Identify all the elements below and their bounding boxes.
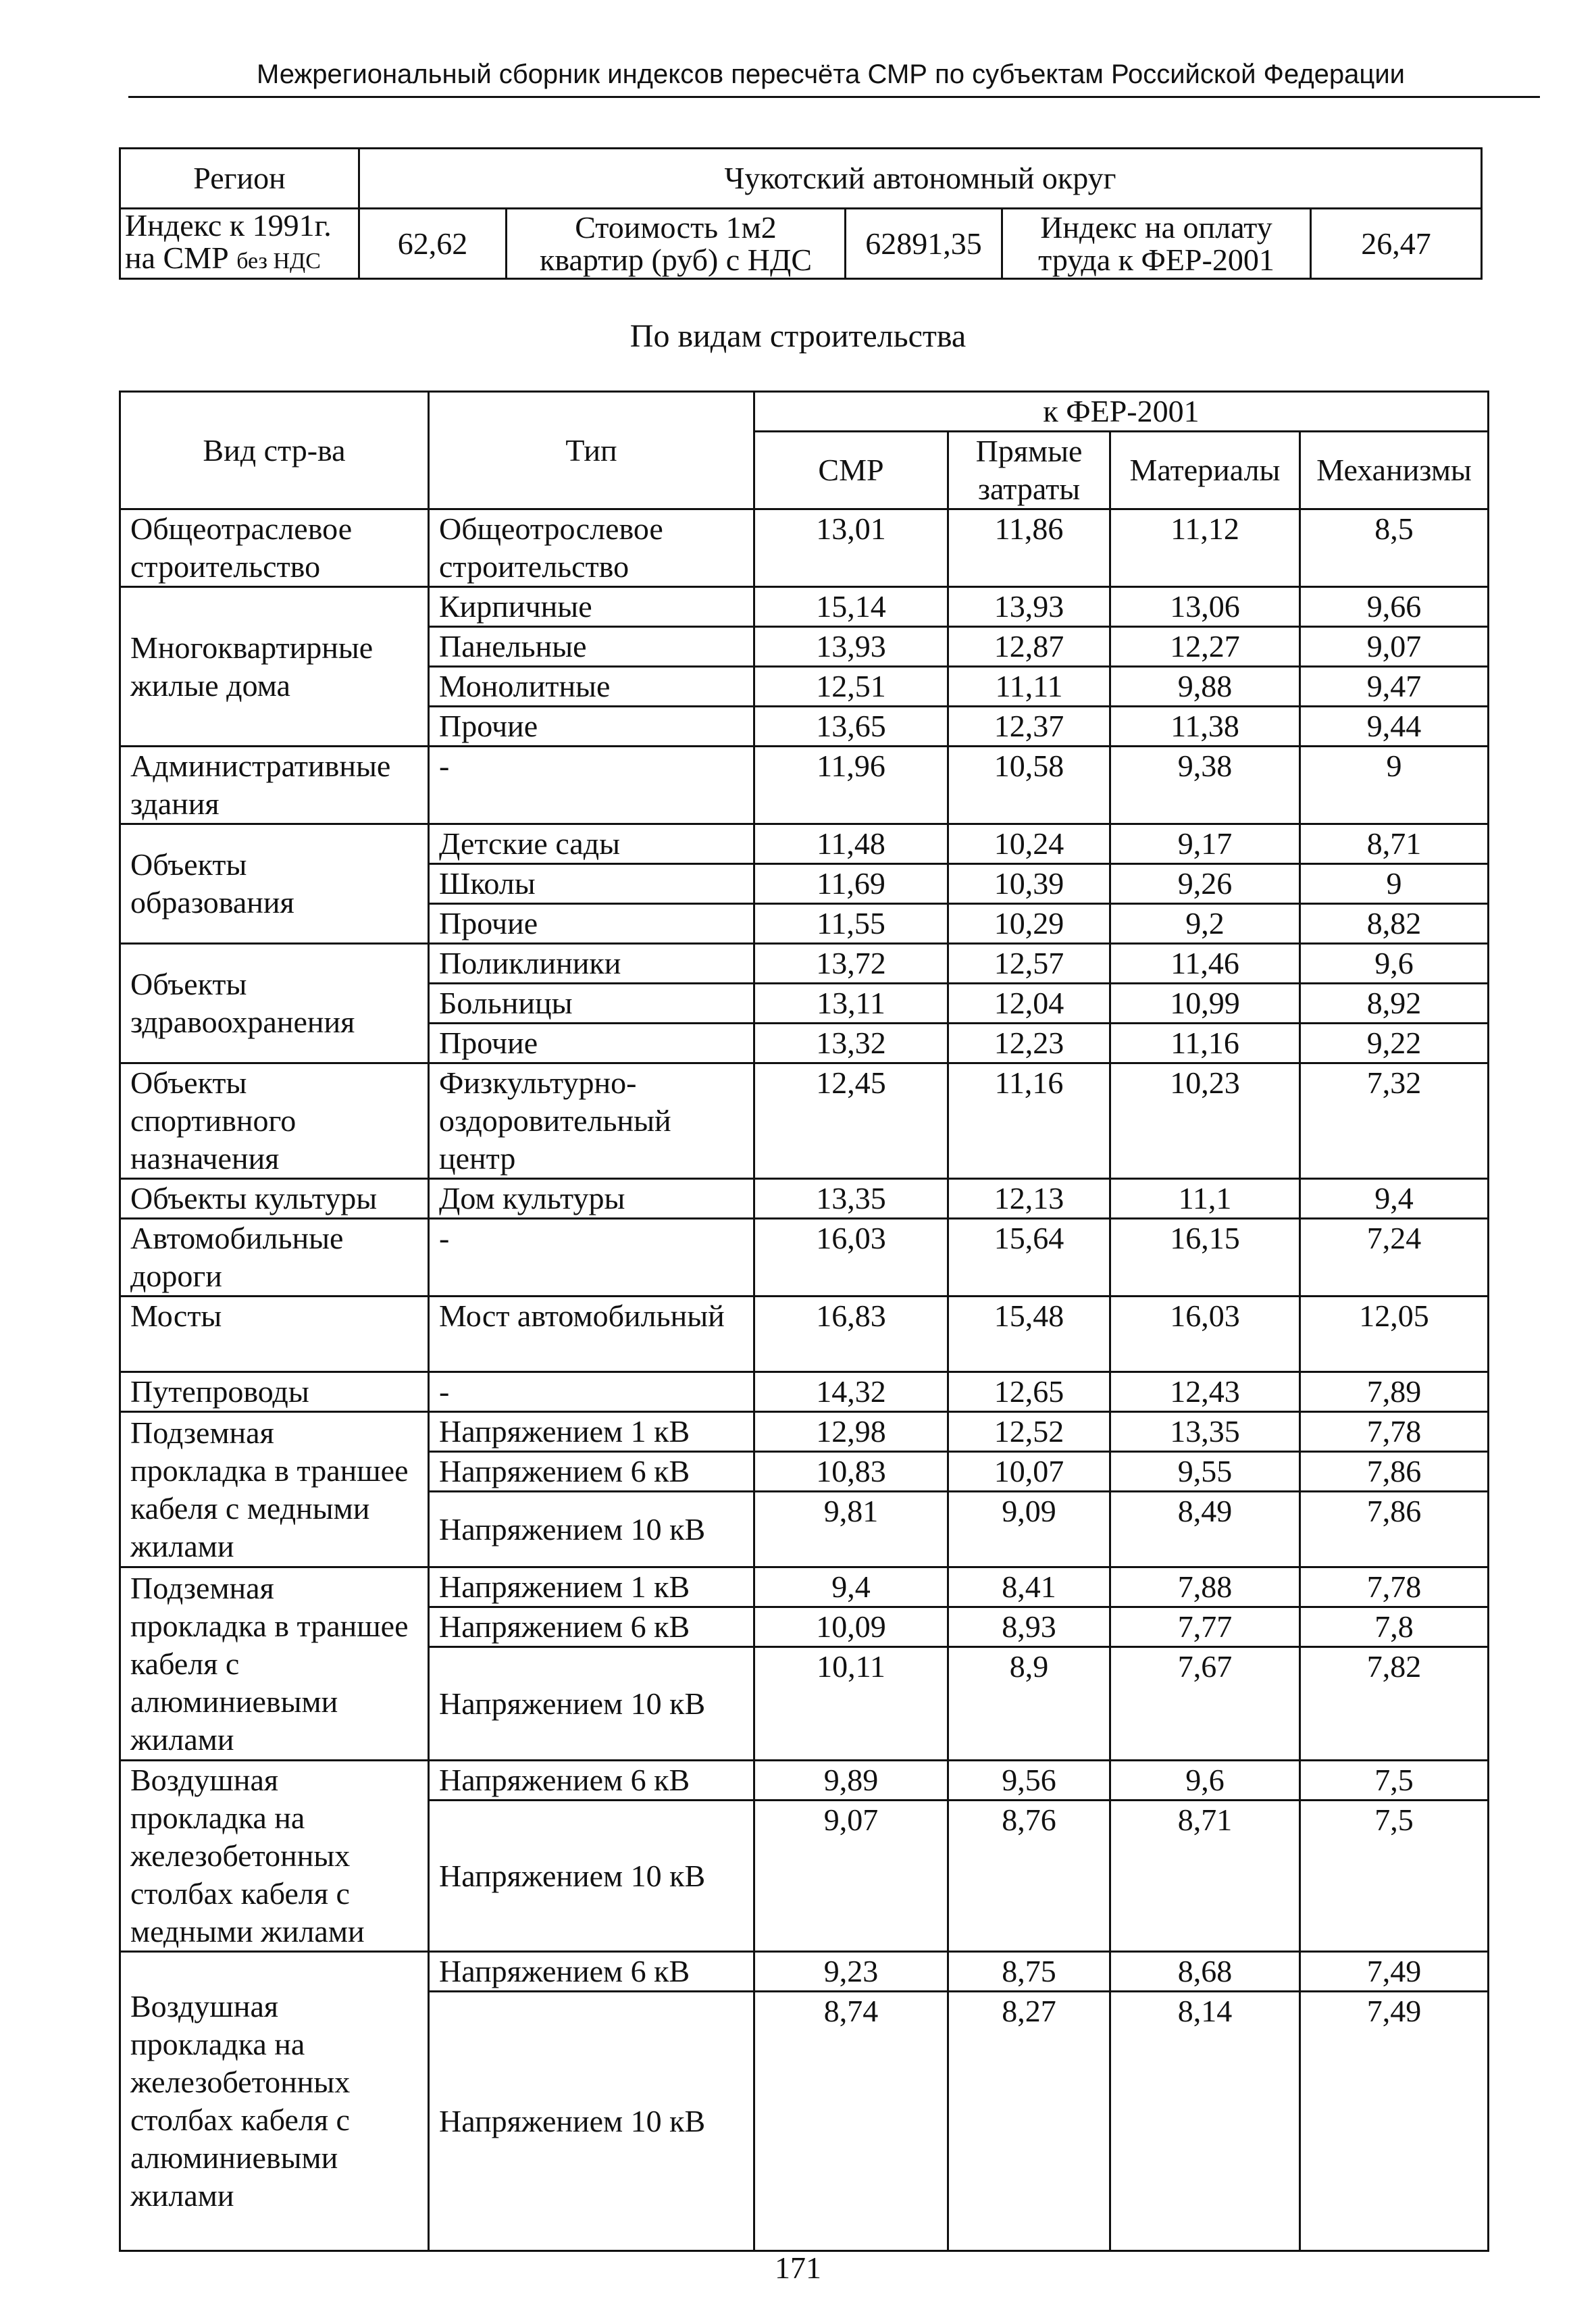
- materials-value: 11,12: [1110, 509, 1300, 587]
- type-cell: Напряжением 1 кВ: [429, 1412, 754, 1452]
- machines-value: 8,71: [1300, 824, 1489, 864]
- table-body: [120, 509, 1489, 2251]
- type-cell: Общеотрослевое строительство: [429, 509, 754, 587]
- materials-value: 11,38: [1110, 707, 1300, 747]
- smr-value: 13,35: [754, 1179, 948, 1219]
- type-cell: Школы: [429, 864, 754, 904]
- direct-value: 11,16: [948, 1063, 1110, 1179]
- machines-value: 7,5: [1300, 1761, 1489, 1801]
- table-row: [120, 1297, 1489, 1372]
- page-header: Межрегиональный сборник индексов пересчёта СМР по субъектам Российской Федерации: [256, 59, 1406, 89]
- direct-value: 12,52: [948, 1412, 1110, 1452]
- direct-value: 10,29: [948, 904, 1110, 944]
- wage-label: [1002, 209, 1311, 279]
- table-row: [120, 587, 1489, 627]
- type-cell: Прочие: [429, 1024, 754, 1063]
- machines-value: 7,78: [1300, 1412, 1489, 1452]
- type-cell: Напряжением 1 кВ: [429, 1567, 754, 1607]
- machines-value: 7,78: [1300, 1567, 1489, 1607]
- header-rule: [128, 96, 1540, 98]
- type-cell: Кирпичные: [429, 587, 754, 627]
- kind-cell: Объекты здравоохранения: [120, 944, 429, 1063]
- index1991-label-smr: на СМР: [125, 241, 229, 275]
- table-row: [120, 1219, 1489, 1297]
- kind-cell: Объекты спортивного назначения: [120, 1063, 429, 1179]
- col-group-header: к ФЕР-2001: [754, 392, 1489, 432]
- direct-value: 12,65: [948, 1372, 1110, 1412]
- smr-value: 12,51: [754, 667, 948, 707]
- materials-value: 7,67: [1110, 1647, 1300, 1761]
- subtitle: По видам строительства: [629, 318, 967, 354]
- table-row: [120, 1567, 1489, 1607]
- direct-value: 11,11: [948, 667, 1110, 707]
- materials-value: 8,71: [1110, 1801, 1300, 1952]
- smr-value: 9,89: [754, 1761, 948, 1801]
- table-row: [120, 747, 1489, 824]
- machines-value: 9,44: [1300, 707, 1489, 747]
- direct-value: 12,23: [948, 1024, 1110, 1063]
- type-cell: -: [429, 1372, 754, 1412]
- direct-value: 8,41: [948, 1567, 1110, 1607]
- type-cell: Прочие: [429, 707, 754, 747]
- type-cell: Напряжением 10 кВ: [429, 1801, 754, 1952]
- smr-value: 10,83: [754, 1452, 948, 1492]
- direct-value: 11,86: [948, 509, 1110, 587]
- table-row: [120, 1372, 1489, 1412]
- materials-value: 8,14: [1110, 1992, 1300, 2251]
- type-cell: Напряжением 6 кВ: [429, 1607, 754, 1647]
- machines-value: 7,86: [1300, 1452, 1489, 1492]
- construction-index-table: [119, 391, 1489, 2252]
- smr-value: 10,09: [754, 1607, 948, 1647]
- type-cell: Мост автомобильный: [429, 1297, 754, 1372]
- cost-label-line2: квартир (руб) с НДС: [539, 242, 813, 277]
- machines-value: 7,5: [1300, 1801, 1489, 1952]
- smr-value: 12,98: [754, 1412, 948, 1452]
- direct-value: 15,48: [948, 1297, 1110, 1372]
- machines-value: 9,07: [1300, 627, 1489, 667]
- region-table: [119, 147, 1483, 280]
- materials-value: 10,23: [1110, 1063, 1300, 1179]
- page-number: 171: [775, 2250, 821, 2285]
- table-row: [120, 509, 1489, 587]
- machines-value: 7,24: [1300, 1219, 1489, 1297]
- type-cell: Физкультурно-оздоровительный центр: [429, 1063, 754, 1179]
- kind-cell: Подземная прокладка в траншее кабеля с алюминиевыми жилами: [120, 1567, 429, 1761]
- index1991-label-nds: без НДС: [236, 249, 321, 274]
- materials-value: 7,88: [1110, 1567, 1300, 1607]
- kind-cell: Объекты образования: [120, 824, 429, 944]
- col-materials-header: Материалы: [1110, 432, 1300, 509]
- kind-cell: Общеотраслевое строительство: [120, 509, 429, 587]
- direct-value: 12,87: [948, 627, 1110, 667]
- materials-value: 9,38: [1110, 747, 1300, 824]
- col-type-header: Тип: [429, 392, 754, 509]
- materials-value: 13,06: [1110, 587, 1300, 627]
- direct-value: 13,93: [948, 587, 1110, 627]
- materials-value: 9,6: [1110, 1761, 1300, 1801]
- smr-value: 9,23: [754, 1952, 948, 1992]
- direct-value: 9,56: [948, 1761, 1110, 1801]
- machines-value: 8,82: [1300, 904, 1489, 944]
- col-kind-header: Вид стр-ва: [120, 392, 429, 509]
- smr-value: 8,74: [754, 1992, 948, 2251]
- region-label: Регион: [120, 149, 359, 209]
- wage-value: 26,47: [1311, 209, 1482, 279]
- machines-value: 7,82: [1300, 1647, 1489, 1761]
- materials-value: 8,68: [1110, 1952, 1300, 1992]
- type-cell: Поликлиники: [429, 944, 754, 984]
- type-cell: Больницы: [429, 984, 754, 1024]
- smr-value: 11,96: [754, 747, 948, 824]
- smr-value: 13,72: [754, 944, 948, 984]
- machines-value: 7,8: [1300, 1607, 1489, 1647]
- machines-value: 9: [1300, 747, 1489, 824]
- cost-label-line1: Стоимость 1м2: [575, 209, 777, 245]
- materials-value: 9,2: [1110, 904, 1300, 944]
- type-cell: -: [429, 1219, 754, 1297]
- smr-value: 13,93: [754, 627, 948, 667]
- type-cell: Напряжением 10 кВ: [429, 1492, 754, 1567]
- direct-value: 12,37: [948, 707, 1110, 747]
- cost-label: [507, 209, 846, 279]
- table-row: [120, 1952, 1489, 1992]
- col-smr-header: СМР: [754, 432, 948, 509]
- direct-value: 12,04: [948, 984, 1110, 1024]
- direct-value: 10,07: [948, 1452, 1110, 1492]
- type-cell: Детские сады: [429, 824, 754, 864]
- smr-value: 10,11: [754, 1647, 948, 1761]
- table-row: [120, 1063, 1489, 1179]
- materials-value: 10,99: [1110, 984, 1300, 1024]
- type-cell: -: [429, 747, 754, 824]
- smr-value: 13,01: [754, 509, 948, 587]
- materials-value: 9,55: [1110, 1452, 1300, 1492]
- type-cell: Дом культуры: [429, 1179, 754, 1219]
- cost-value: 62891,35: [846, 209, 1002, 279]
- type-cell: Напряжением 6 кВ: [429, 1761, 754, 1801]
- type-cell: Напряжением 10 кВ: [429, 1647, 754, 1761]
- materials-value: 16,15: [1110, 1219, 1300, 1297]
- wage-label-line1: Индекс на оплату: [1040, 209, 1272, 245]
- machines-value: 9,4: [1300, 1179, 1489, 1219]
- region-name: Чукотский автономный округ: [359, 149, 1482, 209]
- machines-value: 9: [1300, 864, 1489, 904]
- materials-value: 12,27: [1110, 627, 1300, 667]
- direct-value: 8,75: [948, 1952, 1110, 1992]
- type-cell: Напряжением 6 кВ: [429, 1952, 754, 1992]
- kind-cell: Мосты: [120, 1297, 429, 1372]
- smr-value: 14,32: [754, 1372, 948, 1412]
- machines-value: 8,5: [1300, 509, 1489, 587]
- table-row: [120, 944, 1489, 984]
- table-row: [120, 824, 1489, 864]
- machines-value: 9,66: [1300, 587, 1489, 627]
- smr-value: 9,07: [754, 1801, 948, 1952]
- direct-value: 10,24: [948, 824, 1110, 864]
- type-cell: Прочие: [429, 904, 754, 944]
- kind-cell: Многоквартирные жилые дома: [120, 587, 429, 747]
- type-cell: Панельные: [429, 627, 754, 667]
- table-row: [120, 1761, 1489, 1801]
- direct-value: 10,58: [948, 747, 1110, 824]
- index1991-label: [120, 209, 359, 279]
- kind-cell: Объекты культуры: [120, 1179, 429, 1219]
- materials-value: 16,03: [1110, 1297, 1300, 1372]
- materials-value: 9,26: [1110, 864, 1300, 904]
- smr-value: 13,65: [754, 707, 948, 747]
- direct-value: 10,39: [948, 864, 1110, 904]
- col-machines-header: Механизмы: [1300, 432, 1489, 509]
- type-cell: Монолитные: [429, 667, 754, 707]
- machines-value: 9,47: [1300, 667, 1489, 707]
- materials-value: 9,88: [1110, 667, 1300, 707]
- kind-cell: Автомобильные дороги: [120, 1219, 429, 1297]
- table-row: [120, 1412, 1489, 1452]
- direct-value: 8,93: [948, 1607, 1110, 1647]
- direct-value: 15,64: [948, 1219, 1110, 1297]
- materials-value: 11,46: [1110, 944, 1300, 984]
- machines-value: 7,49: [1300, 1992, 1489, 2251]
- machines-value: 9,6: [1300, 944, 1489, 984]
- kind-cell: Путепроводы: [120, 1372, 429, 1412]
- materials-value: 11,16: [1110, 1024, 1300, 1063]
- machines-value: 8,92: [1300, 984, 1489, 1024]
- direct-value: 8,76: [948, 1801, 1110, 1952]
- machines-value: 7,89: [1300, 1372, 1489, 1412]
- materials-value: 8,49: [1110, 1492, 1300, 1567]
- machines-value: 7,49: [1300, 1952, 1489, 1992]
- machines-value: 7,86: [1300, 1492, 1489, 1567]
- machines-value: 12,05: [1300, 1297, 1489, 1372]
- direct-value: 9,09: [948, 1492, 1110, 1567]
- col-direct-header: Прямые затраты: [948, 432, 1110, 509]
- materials-value: 12,43: [1110, 1372, 1300, 1412]
- smr-value: 9,81: [754, 1492, 948, 1567]
- kind-cell: Административные здания: [120, 747, 429, 824]
- smr-value: 12,45: [754, 1063, 948, 1179]
- direct-value: 8,9: [948, 1647, 1110, 1761]
- materials-value: 11,1: [1110, 1179, 1300, 1219]
- index1991-label-line2: [125, 242, 349, 278]
- wage-label-line2: труда к ФЕР-2001: [1038, 242, 1275, 277]
- type-cell: Напряжением 10 кВ: [429, 1992, 754, 2251]
- direct-value: 8,27: [948, 1992, 1110, 2251]
- direct-value: 12,13: [948, 1179, 1110, 1219]
- materials-value: 9,17: [1110, 824, 1300, 864]
- machines-value: 7,32: [1300, 1063, 1489, 1179]
- smr-value: 11,55: [754, 904, 948, 944]
- materials-value: 7,77: [1110, 1607, 1300, 1647]
- kind-cell: Воздушная прокладка на железобетонных столбах кабеля с алюминиевыми жилами: [120, 1952, 429, 2251]
- smr-value: 15,14: [754, 587, 948, 627]
- table-row: [120, 1179, 1489, 1219]
- kind-cell: Воздушная прокладка на железобетонных столбах кабеля с медными жилами: [120, 1761, 429, 1952]
- kind-cell: Подземная прокладка в траншее кабеля с медными жилами: [120, 1412, 429, 1567]
- materials-value: 13,35: [1110, 1412, 1300, 1452]
- index1991-label-line1: Индекс к 1991г.: [125, 208, 332, 243]
- index1991-value: 62,62: [359, 209, 507, 279]
- smr-value: 13,32: [754, 1024, 948, 1063]
- smr-value: 16,83: [754, 1297, 948, 1372]
- smr-value: 16,03: [754, 1219, 948, 1297]
- type-cell: Напряжением 6 кВ: [429, 1452, 754, 1492]
- smr-value: 11,69: [754, 864, 948, 904]
- direct-value: 12,57: [948, 944, 1110, 984]
- machines-value: 9,22: [1300, 1024, 1489, 1063]
- smr-value: 9,4: [754, 1567, 948, 1607]
- smr-value: 11,48: [754, 824, 948, 864]
- smr-value: 13,11: [754, 984, 948, 1024]
